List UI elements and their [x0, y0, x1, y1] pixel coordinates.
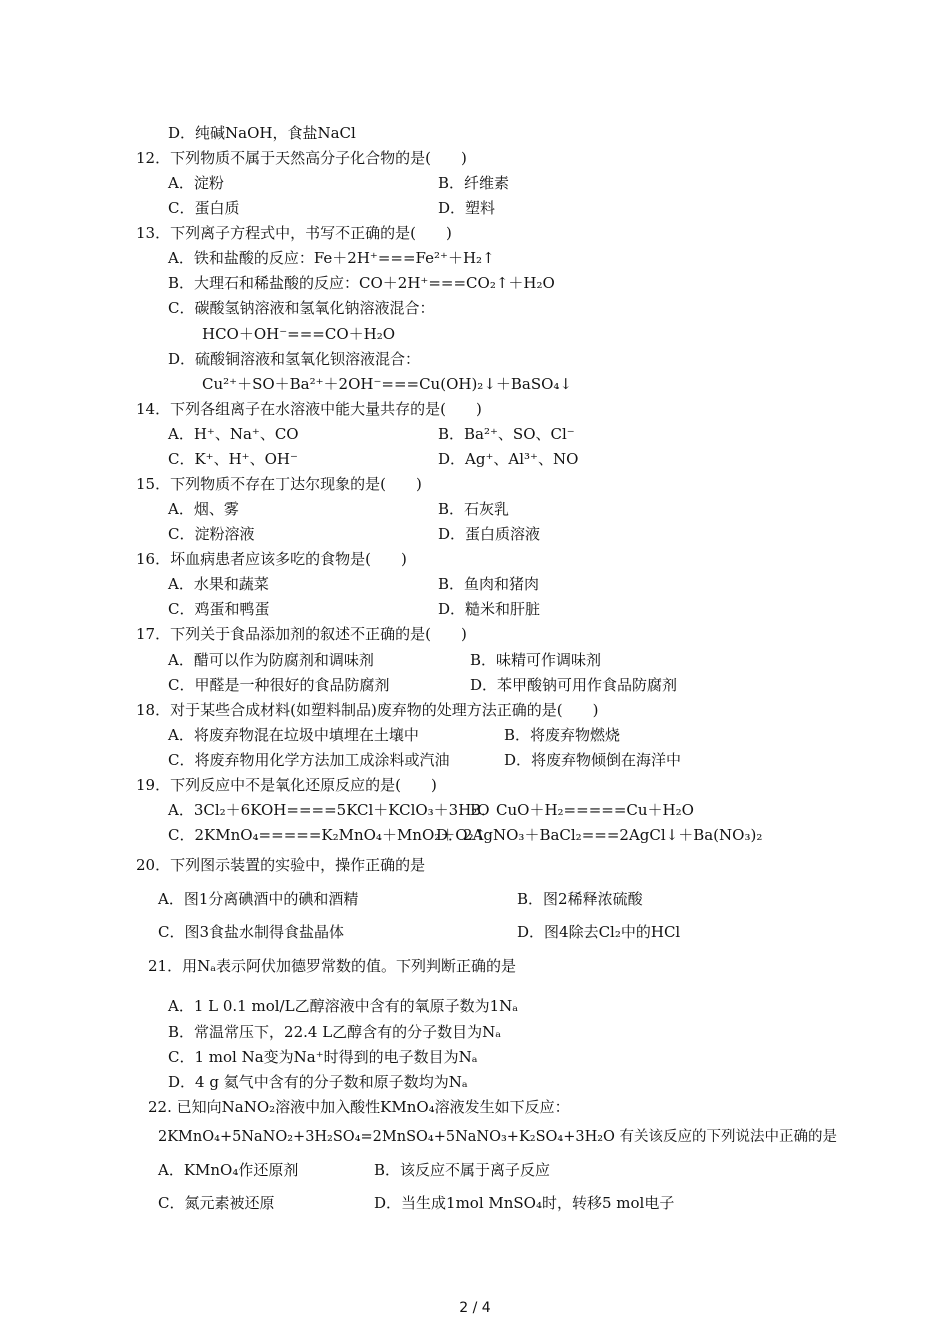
q18-option-b: B．将废弃物燃烧	[504, 726, 621, 744]
q13-stem: 13．下列离子方程式中，书写不正确的是( )	[136, 224, 452, 242]
q20-option-d: D．图4除去Cl₂中的HCl	[517, 923, 681, 941]
q15-stem: 15．下列物质不存在丁达尔现象的是( )	[136, 475, 422, 493]
q22-option-b: B．该反应不属于离子反应	[374, 1161, 551, 1179]
q16-stem: 16．坏血病患者应该多吃的食物是( )	[136, 550, 407, 568]
q12-stem: 12．下列物质不属于天然高分子化合物的是( )	[136, 149, 467, 167]
q16-option-c: C．鸡蛋和鸭蛋	[168, 600, 270, 618]
q19-stem: 19．下列反应中不是氧化还原反应的是( )	[136, 776, 437, 794]
q14-option-b: B．Ba²⁺、SO、Cl⁻	[438, 425, 575, 443]
q20-option-b: B．图2稀释浓硫酸	[517, 890, 643, 908]
q11-option-d: D．纯碱NaOH，食盐NaCl	[168, 124, 356, 142]
q16-option-a: A．水果和蔬菜	[168, 575, 269, 593]
q12-option-b: B．纤维素	[438, 174, 510, 192]
q20-option-a: A．图1分离碘酒中的碘和酒精	[158, 890, 359, 908]
q19-option-a: A．3Cl₂＋6KOH====5KCl＋KClO₃＋3H₂O	[168, 801, 490, 819]
q13-option-a: A．铁和盐酸的反应：Fe＋2H⁺===Fe²⁺＋H₂↑	[168, 249, 495, 267]
q13-option-c-formula: HCO＋OH⁻===CO＋H₂O	[202, 325, 396, 343]
q21-option-d: D．4 g 氦气中含有的分子数和原子数均为Nₐ	[168, 1073, 468, 1091]
q22-option-c: C．氮元素被还原	[158, 1194, 275, 1212]
q21-option-c: C．1 mol Na变为Na⁺时得到的电子数目为Nₐ	[168, 1048, 478, 1066]
q17-option-c: C．甲醛是一种很好的食品防腐剂	[168, 676, 390, 694]
q22-equation: 2KMnO₄+5NaNO₂+3H₂SO₄=2MnSO₄+5NaNO₃+K₂SO₄+3H₂O 有关该反应的下列说法中正确的是	[158, 1129, 838, 1145]
q16-option-d: D．糙米和肝脏	[438, 600, 541, 618]
q13-option-d-formula: Cu²⁺＋SO＋Ba²⁺＋2OH⁻===Cu(OH)₂↓＋BaSO₄↓	[202, 375, 573, 393]
q19-option-c: C．2KMnO₄=====K₂MnO₄＋MnO₂＋O₂↑	[168, 826, 487, 844]
q15-option-a: A．烟、雾	[168, 500, 239, 518]
q22-option-d: D．当生成1mol MnSO₄时，转移5 mol电子	[374, 1194, 675, 1212]
page-number: 2 / 4	[459, 1300, 491, 1316]
q21-option-b: B．常温常压下，22.4 L乙醇含有的分子数目为Nₐ	[168, 1023, 502, 1041]
q18-stem: 18．对于某些合成材料(如塑料制品)废弃物的处理方法正确的是( )	[136, 701, 599, 719]
q19-option-d: D．2AgNO₃＋BaCl₂===2AgCl↓＋Ba(NO₃)₂	[436, 826, 763, 844]
q14-stem: 14．下列各组离子在水溶液中能大量共存的是( )	[136, 400, 482, 418]
q18-option-d: D．将废弃物倾倒在海洋中	[504, 751, 682, 769]
q17-option-a: A．醋可以作为防腐剂和调味剂	[168, 651, 374, 669]
q18-option-c: C．将废弃物用化学方法加工成涂料或汽油	[168, 751, 450, 769]
q18-option-a: A．将废弃物混在垃圾中填埋在土壤中	[168, 726, 419, 744]
q17-stem: 17．下列关于食品添加剂的叙述不正确的是( )	[136, 625, 467, 643]
q21-stem: 21．用Nₐ表示阿伏加德罗常数的值。下列判断正确的是	[148, 957, 517, 975]
q22-stem: 22. 已知向NaNO₂溶液中加入酸性KMnO₄溶液发生如下反应：	[148, 1098, 570, 1116]
q17-option-b: B．味精可作调味剂	[470, 651, 602, 669]
q17-option-d: D．苯甲酸钠可用作食品防腐剂	[470, 676, 678, 694]
q13-option-d: D．硫酸铜溶液和氢氧化钡溶液混合：	[168, 350, 421, 368]
q13-option-c: C．碳酸氢钠溶液和氢氧化钠溶液混合：	[168, 299, 435, 317]
q20-option-c: C．图3食盐水制得食盐晶体	[158, 923, 345, 941]
q12-option-d: D．塑料	[438, 199, 496, 217]
q14-option-d: D．Ag⁺、Al³⁺、NO	[438, 450, 579, 468]
q20-stem: 20．下列图示装置的实验中，操作正确的是	[136, 856, 426, 874]
q15-option-c: C．淀粉溶液	[168, 525, 255, 543]
q15-option-d: D．蛋白质溶液	[438, 525, 541, 543]
q19-option-b: B．CuO＋H₂=====Cu＋H₂O	[470, 801, 694, 819]
q16-option-b: B．鱼肉和猪肉	[438, 575, 540, 593]
q14-option-c: C．K⁺、H⁺、OH⁻	[168, 450, 298, 468]
q21-option-a: A．1 L 0.1 mol/L乙醇溶液中含有的氧原子数为1Nₐ	[168, 997, 519, 1015]
q22-option-a: A．KMnO₄作还原剂	[158, 1161, 299, 1179]
q15-option-b: B．石灰乳	[438, 500, 510, 518]
q12-option-c: C．蛋白质	[168, 199, 240, 217]
q13-option-b: B．大理石和稀盐酸的反应：CO＋2H⁺===CO₂↑＋H₂O	[168, 274, 555, 292]
q14-option-a: A．H⁺、Na⁺、CO	[168, 425, 299, 443]
q12-option-a: A．淀粉	[168, 174, 224, 192]
